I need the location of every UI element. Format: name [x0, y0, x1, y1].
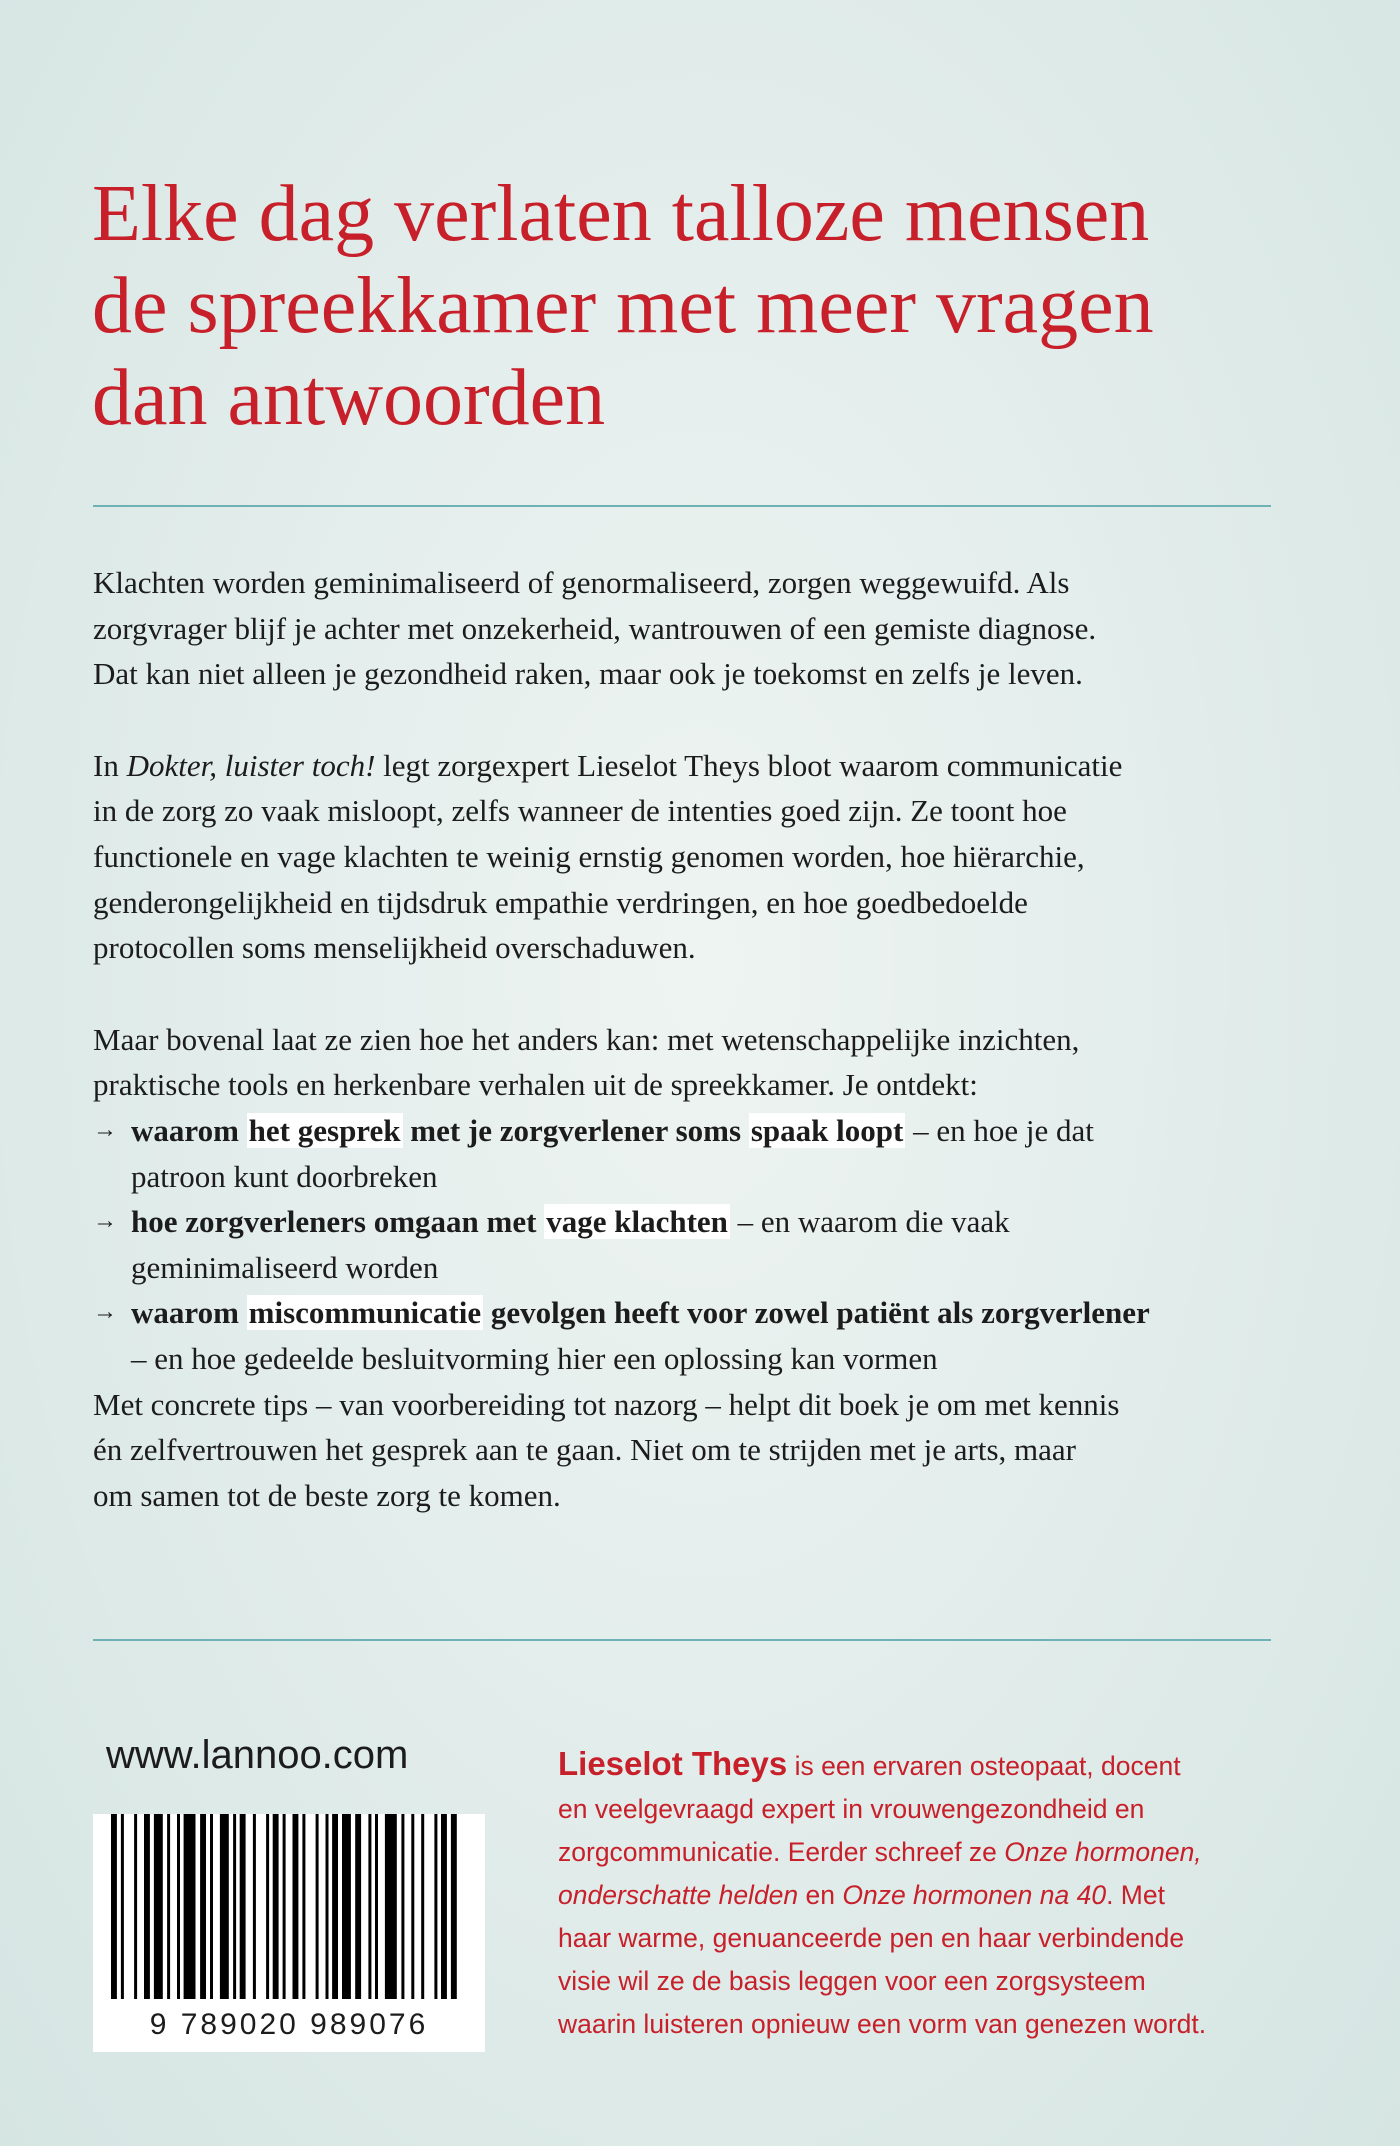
book-title: Onze hormonen, — [1004, 1837, 1202, 1867]
insights-paragraph — [93, 1017, 1283, 1382]
barcode-bar — [326, 1814, 329, 1999]
text-fragment: legt zorgexpert Lieselot Theys bloot waarom communicatie — [375, 747, 1123, 783]
highlight: het gesprek — [248, 1112, 401, 1148]
highlight: miscommunicatie — [248, 1295, 482, 1331]
text-line — [131, 1290, 1283, 1336]
text-line: Met concrete tips – van voorbereiding tot nazorg – helpt dit boek je om met kennis — [93, 1386, 1120, 1422]
barcode-bar — [134, 1814, 137, 1999]
barcode-bar — [401, 1814, 404, 1999]
text-line: Maar bovenal laat ze zien hoe het anders kan: met wetenschappelijke inzichten, — [93, 1021, 1080, 1057]
bullet-item — [93, 1199, 1283, 1290]
barcode-bar — [316, 1814, 319, 1999]
isbn-number: 9 789020 989076 — [149, 2008, 429, 2041]
barcode-bar — [200, 1814, 206, 1999]
barcode-bar — [302, 1814, 305, 1999]
text-line: geminimaliseerd worden — [131, 1249, 439, 1285]
text-line: om samen tot de beste zorg te komen. — [93, 1477, 561, 1513]
barcode-bar — [411, 1814, 414, 1999]
text-line: en veelgevraagd expert in vrouwengezondheid en — [558, 1794, 1145, 1824]
text-line: genderongelijkheid en tijdsdruk empathie verdringen, en hoe goedbedoelde — [93, 884, 1028, 920]
bullet-rest: – en hoe je dat — [905, 1112, 1094, 1148]
barcode-bar — [368, 1814, 371, 1999]
text-line — [131, 1199, 1283, 1245]
headline-line: de spreekkamer met meer vragen — [92, 262, 1154, 350]
headline — [92, 168, 1322, 444]
bullet-item — [93, 1290, 1283, 1381]
barcode-bar — [240, 1814, 246, 1999]
bullet-bold: met je zorgverlener soms — [402, 1112, 749, 1148]
text-line: én zelfvertrouwen het gesprek aan te gaan. Niet om te strijden met je arts, maar — [93, 1432, 1076, 1468]
barcode-bar — [154, 1814, 163, 1999]
barcode-bar — [283, 1814, 286, 1999]
text-line: in de zorg zo vaak misloopt, zelfs wanneer de intenties goed zijn. Ze toont hoe — [93, 793, 1067, 829]
text-line: praktische tools en herkenbare verhalen uit de spreekkamer. Je ontdekt: — [93, 1067, 978, 1103]
barcode-bar — [293, 1814, 299, 1999]
barcode-bar — [144, 1814, 150, 1999]
text-line: – en hoe gedeelde besluitvorming hier een oplossing kan vormen — [131, 1340, 938, 1376]
intro-paragraph — [93, 560, 1283, 697]
text-line — [558, 1831, 1288, 1874]
barcode-bars — [103, 1814, 475, 1999]
barcode-bar — [266, 1814, 269, 1999]
bullet-rest: – en waarom die vaak — [729, 1204, 1010, 1240]
text-line: functionele en vage klachten te weinig ernstig genomen worden, hoe hiërarchie, — [93, 838, 1085, 874]
top-divider — [93, 505, 1271, 507]
closing-paragraph — [93, 1382, 1283, 1519]
text-fragment: is een ervaren osteopaat, docent — [787, 1751, 1181, 1781]
headline-line: Elke dag verlaten talloze mensen — [92, 170, 1150, 258]
text-line: visie wil ze de basis leggen voor een zorgsysteem — [558, 1966, 1146, 1996]
text-line: zorgvrager blijf je achter met onzekerheid, wantrouwen of een gemiste diagnose. — [93, 610, 1097, 646]
barcode-bar — [167, 1814, 170, 1999]
barcode-bar — [355, 1814, 361, 1999]
barcode-bar — [233, 1814, 236, 1999]
bullet-bold: waarom — [131, 1295, 247, 1331]
text-line — [558, 1874, 1288, 1917]
barcode-bar — [451, 1814, 457, 1999]
highlight: vage klachten — [546, 1204, 728, 1240]
text-line: Klachten worden geminimaliseerd of genormaliseerd, zorgen weggewuifd. Als — [93, 565, 1070, 600]
barcode-bar — [375, 1814, 378, 1999]
text-fragment: In — [93, 747, 127, 783]
text-line: protocollen soms menselijkheid overschaduwen. — [93, 930, 696, 966]
arrow-icon: → — [93, 1116, 117, 1143]
arrow-icon: → — [93, 1299, 117, 1326]
author-name: Lieselot Theys — [558, 1745, 788, 1782]
text-line — [558, 1742, 1288, 1788]
barcode-bar — [421, 1814, 424, 1999]
barcode-bar — [177, 1814, 180, 1999]
bullet-bold: hoe zorgverleners omgaan met — [131, 1204, 545, 1240]
barcode-bar — [121, 1814, 124, 1999]
barcode-bar — [434, 1814, 437, 1999]
text-line: Dat kan niet alleen je gezondheid raken, maar ook je toekomst en zelfs je leven. — [93, 656, 1083, 692]
barcode-bar — [253, 1814, 256, 1999]
bullet-list — [93, 1108, 1283, 1382]
text-fragment: . Met — [1106, 1880, 1165, 1910]
barcode-bar — [385, 1814, 397, 1999]
headline-line: dan antwoorden — [92, 354, 606, 442]
barcode-bar — [342, 1814, 351, 1999]
bullet-bold: gevolgen heeft voor zowel patiënt als zorgverlener — [483, 1295, 1150, 1331]
text-fragment: en — [798, 1880, 843, 1910]
barcode-bar — [184, 1814, 196, 1999]
publisher-url[interactable]: www.lannoo.com — [106, 1733, 409, 1777]
author-bio — [558, 1742, 1288, 2046]
bottom-divider — [93, 1639, 1271, 1641]
highlight: spaak loopt — [750, 1112, 904, 1148]
isbn-barcode — [93, 1814, 485, 2052]
blurb — [93, 560, 1283, 1564]
text-line: waarin luisteren opnieuw een vorm van genezen wordt. — [558, 2009, 1207, 2039]
bullet-bold: waarom — [131, 1112, 247, 1148]
text-line: patroon kunt doorbreken — [131, 1158, 438, 1194]
barcode-bar — [111, 1814, 117, 1999]
text-line — [131, 1108, 1283, 1154]
book-title: Onze hormonen na 40 — [842, 1880, 1107, 1910]
barcode-bar — [220, 1814, 229, 1999]
book-title: onderschatte helden — [558, 1880, 799, 1910]
barcode-bar — [273, 1814, 279, 1999]
book-title: Dokter, luister toch! — [126, 747, 376, 783]
text-fragment: zorgcommunicatie. Eerder schreef ze — [558, 1837, 1005, 1867]
barcode-bar — [332, 1814, 338, 1999]
arrow-icon: → — [93, 1208, 117, 1235]
barcode-bar — [441, 1814, 447, 1999]
barcode-bar — [210, 1814, 213, 1999]
text-line — [93, 743, 1283, 789]
bullet-item — [93, 1108, 1283, 1199]
book-paragraph — [93, 743, 1283, 971]
text-line: haar warme, genuanceerde pen en haar verbindende — [558, 1923, 1185, 1953]
